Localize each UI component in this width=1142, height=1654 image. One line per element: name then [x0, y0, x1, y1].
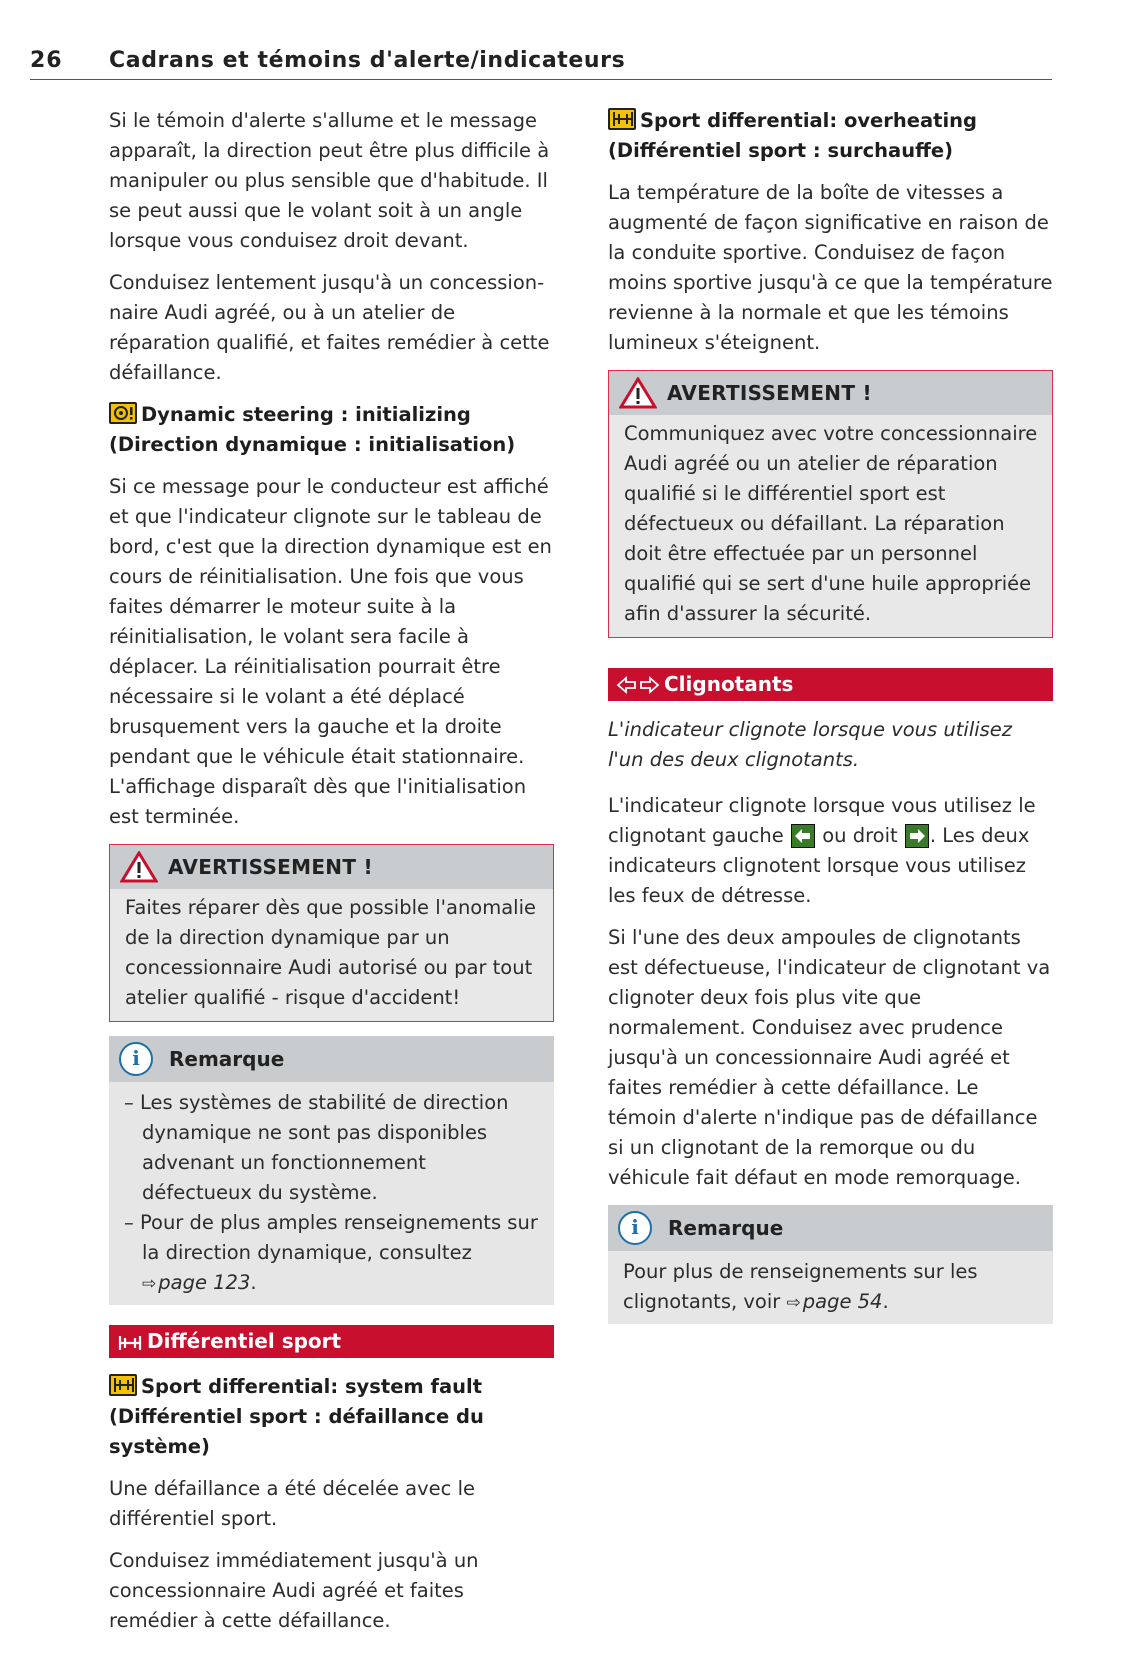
turn-signal-arrows-icon: [616, 675, 660, 695]
reference-arrow-icon: ⇨: [142, 1274, 157, 1294]
warning-triangle-icon: [120, 851, 158, 883]
right-column: [608, 106, 1053, 1338]
system-fault-heading: [109, 1372, 554, 1462]
differential-warning-icon: [109, 1374, 137, 1396]
warning-box: [109, 844, 554, 1022]
paragraph: Conduisez immédiatement jusqu'à un concessionnaire Audi agréé et faites remédier à cette défaillance.: [109, 1549, 479, 1632]
warning-box: [608, 370, 1053, 638]
dynamic-steering-heading-text: Dynamic steering : initializing (Direction dynamique : initialisation): [109, 403, 516, 456]
warning-title: AVERTISSEMENT !: [667, 381, 872, 405]
note-body: [109, 1082, 554, 1305]
paragraph: Si ce message pour le conducteur est affiché et que l'indicateur clignote sur le tableau de bord, c'est que la direction dynamique est en cours de réinitialisation. Une fois que vous faites démarrer le moteur suite à la réinitialisation, le volant sera facile à déplacer. La réinitialisation pourrait être nécessaire si le volant a été déplacé brusquement vers la gauche et la droite pendant que le véhicule était stationnaire. L'affichage disparaît dès que l'initialisation est terminée.: [109, 475, 552, 828]
note-box: [109, 1036, 554, 1305]
page-header: [30, 44, 1052, 80]
paragraph: Si l'une des deux ampoules de clignotants est défectueuse, l'indicateur de clignotant va clignoter deux fois plus vite que normalement. Conduisez avec prudence jusqu'à un concessionnaire Audi agréé et faites remédier à cette défaillance. Le témoin d'alerte n'indique pas de défaillance si un clignotant de la remorque ou du véhicule fait défaut en mode remorquage.: [608, 926, 1051, 1189]
dynamic-steering-heading: [109, 400, 554, 460]
page-number: 26: [30, 48, 63, 73]
reference-arrow-icon: ⇨: [786, 1293, 801, 1313]
page-reference-link[interactable]: page 123: [158, 1271, 251, 1294]
differential-icon: [117, 1334, 143, 1352]
note-item: – Pour de plus amples renseignements sur la direction dynamique, consultez ⇨ page 123.: [124, 1211, 538, 1294]
paragraph: Conduisez lentement jusqu'à un concessionnaire Audi agréé, ou à un atelier de réparation qualifié, et faites remédier à cette défaillance.: [109, 271, 550, 384]
paragraph: Si le témoin d'alerte s'allume et le message apparaît, la direction peut être plus difficile à manipuler ou plus sensible que d'habitude. Il se peut aussi que le volant soit à un angle lorsque vous conduisez droit devant.: [109, 109, 550, 252]
note-body: Pour plus de renseignements sur les clignotants, voir ⇨ page 54.: [623, 1260, 978, 1313]
page-reference-link[interactable]: page 54: [802, 1290, 883, 1313]
steering-warning-icon: [109, 402, 137, 424]
paragraph: Une défaillance a été décelée avec le différentiel sport.: [109, 1477, 476, 1530]
note-title: Remarque: [169, 1047, 285, 1071]
left-column: [109, 106, 554, 1648]
left-turn-arrow-icon: [791, 824, 815, 848]
warning-title: AVERTISSEMENT !: [168, 855, 373, 879]
section-title: Différentiel sport: [147, 1329, 342, 1353]
warning-triangle-icon: [619, 377, 657, 409]
info-icon: i: [119, 1042, 153, 1076]
differential-warning-icon: [608, 108, 636, 130]
warning-header: [609, 371, 1052, 415]
paragraph: La température de la boîte de vitesses a augmenté de façon significative en raison de la conduite sportive. Conduisez de façon moins sportive jusqu'à ce que la température revienne à la normale et que les témoins lumineux s'éteignent.: [608, 181, 1053, 354]
system-fault-heading-text: Sport differential: system fault (Différentiel sport : défaillance du système): [109, 1375, 484, 1458]
chapter-title: Cadrans et témoins d'alerte/indicateurs: [109, 48, 626, 73]
right-turn-arrow-icon: [905, 824, 929, 848]
overheating-heading-text: Sport differential: overheating (Différentiel sport : surchauffe): [608, 109, 978, 162]
note-box: [608, 1205, 1053, 1324]
warning-header: [110, 845, 553, 889]
note-title: Remarque: [668, 1216, 784, 1240]
note-item: – Les systèmes de stabilité de direction dynamique ne sont pas disponibles advenant un fonctionnement défectueux du système.: [124, 1091, 509, 1204]
section-title: Clignotants: [664, 672, 794, 696]
warning-text: Communiquez avec votre concessionnaire Audi agréé ou un atelier de réparation qualifié si le différentiel sport est défectueux ou défaillant. La réparation doit être effectuée par un personnel qualifié qui se sert d'une huile appropriée afin d'assurer la sécurité.: [624, 422, 1038, 625]
section-bar-turn-signals: [608, 668, 1053, 701]
info-icon: i: [618, 1211, 652, 1245]
section-intro: L'indicateur clignote lorsque vous utilisez l'un des deux clignotants.: [608, 718, 1013, 771]
note-header: [109, 1036, 554, 1082]
paragraph: L'indicateur clignote lorsque vous utilisez le clignotant gauche ou droit . Les deux indicateurs clignotent lorsque vous utilisez les feux de détresse.: [608, 794, 1036, 907]
warning-text: Faites réparer dès que possible l'anomalie de la direction dynamique par un concessionnaire Audi autorisé ou par tout atelier qualifié - risque d'accident!: [125, 896, 537, 1009]
overheating-heading: [608, 106, 1053, 166]
note-header: [608, 1205, 1053, 1251]
section-bar-differential: [109, 1325, 554, 1358]
